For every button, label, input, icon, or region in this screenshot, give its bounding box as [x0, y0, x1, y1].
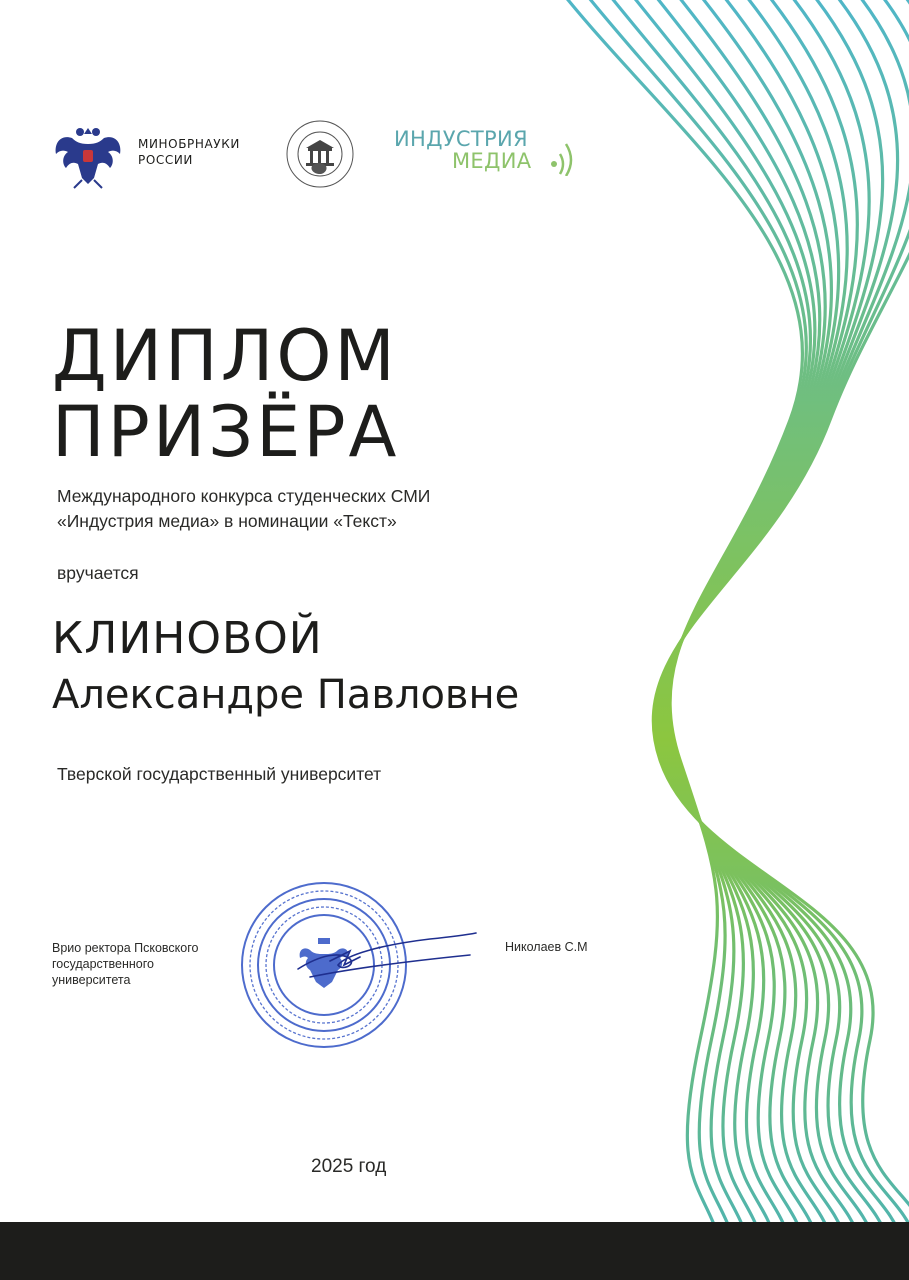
double-headed-eagle-emblem-icon — [52, 122, 124, 190]
signatory-position: Врио ректора Псковского государственного университета — [52, 941, 199, 987]
recipient-university: Тверской государственный университет — [57, 764, 382, 784]
signatory-name: Николаев С.М — [505, 940, 588, 954]
title-line-winner: ПРИЗЁРА — [52, 391, 400, 473]
industry-media-logo: ИНДУСТРИЯ МЕДИА — [394, 127, 532, 173]
subtitle-line-2: «Индустрия медиа» в номинации «Текст» — [57, 511, 397, 531]
competition-description — [57, 484, 577, 534]
footer-bar — [0, 1222, 909, 1280]
diploma-title — [52, 315, 400, 473]
recipient-given-names: Александре Павловне — [52, 672, 520, 718]
ministry-name: МИНОБРНАУКИ РОССИИ — [138, 137, 240, 167]
issue-year: 2025 год — [311, 1156, 387, 1177]
recipient-surname: КЛИНОВОЙ — [52, 613, 323, 664]
pskov-university-seal-icon — [284, 118, 356, 190]
recipient-name — [52, 611, 519, 723]
wave-line — [651, 0, 820, 1240]
broadcast-waves-icon — [550, 140, 580, 176]
awarded-label: вручается — [57, 563, 139, 583]
title-line-diploma: ДИПЛОМ — [52, 315, 398, 397]
subtitle-line-1: Международного конкурса студенческих СМИ — [57, 486, 431, 506]
signature-scribble — [290, 925, 480, 985]
